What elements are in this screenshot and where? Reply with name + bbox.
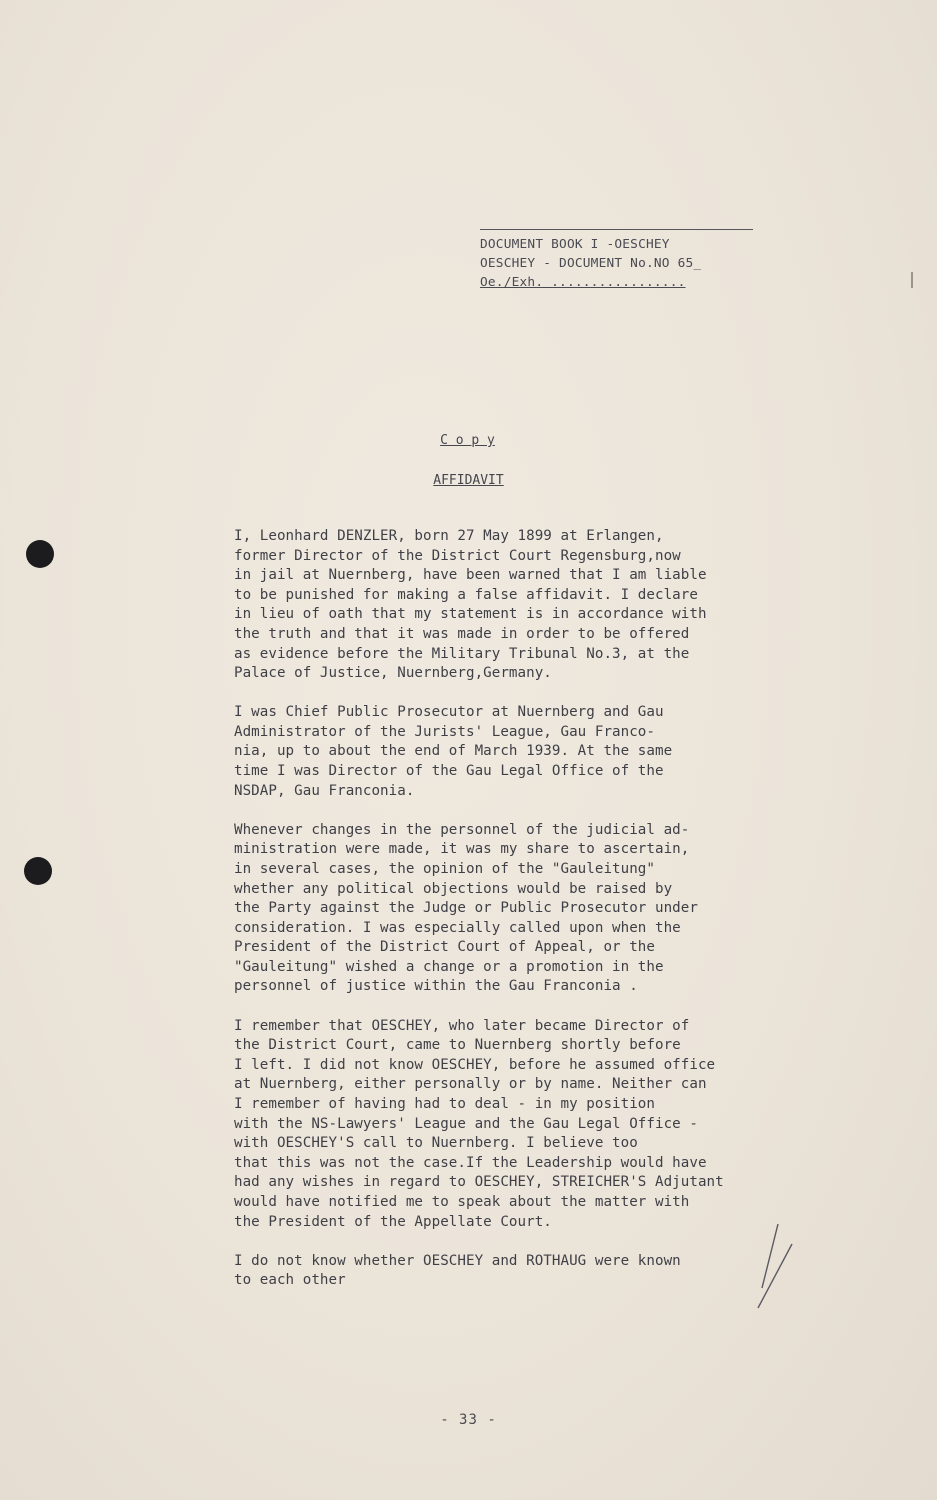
text-line: with the NS-Lawyers' League and the Gau Legal Office -	[234, 1115, 698, 1132]
text-line: I, Leonhard DENZLER, born 27 May 1899 at Erlangen,	[234, 528, 664, 544]
text-line: NSDAP, Gau Franconia.	[234, 782, 415, 799]
text-line: ministration were made, it was my share to ascertain,	[234, 841, 690, 858]
text-line: I remember of having had to deal - in my position	[234, 1095, 655, 1112]
text-line: I do not know whether OESCHEY and ROTHAUG were known	[234, 1252, 681, 1269]
affidavit-heading: AFFIDAVIT	[433, 473, 504, 488]
text-line: I was Chief Public Prosecutor at Nuernberg and Gau	[234, 704, 664, 721]
document-number-line: OESCHEY - DOCUMENT No.NO 65_	[480, 256, 702, 271]
text-line: time I was Director of the Gau Legal Office of the	[234, 763, 664, 780]
text-line: consideration. I was especially called upon when the	[234, 919, 681, 936]
affidavit-body	[234, 527, 794, 1310]
punch-hole-bottom	[24, 857, 52, 885]
text-line: to be punished for making a false affidavit. I declare	[234, 586, 698, 603]
text-line: that this was not the case.If the Leadership would have	[234, 1154, 707, 1171]
page-number: - 33 -	[440, 1412, 497, 1428]
text-line: Palace of Justice, Nuernberg,Germany.	[234, 665, 552, 682]
text-line: I left. I did not know OESCHEY, before he assumed office	[234, 1056, 716, 1073]
text-line: the President of the Appellate Court.	[234, 1213, 552, 1230]
text-line: to each other	[234, 1272, 346, 1289]
text-line: in several cases, the opinion of the "Gauleitung"	[234, 860, 655, 877]
text-line: former Director of the District Court Regensburg,now	[234, 547, 681, 564]
document-book-line: DOCUMENT BOOK I -OESCHEY	[480, 237, 670, 252]
copy-heading: C o p y	[440, 433, 495, 448]
text-line: President of the District Court of Appeal, or the	[234, 939, 655, 956]
text-line: as evidence before the Military Tribunal No.3, at the	[234, 645, 690, 662]
text-line: whether any political objections would be raised by	[234, 880, 673, 897]
text-line: nia, up to about the end of March 1939. At the same	[234, 743, 673, 760]
paragraph-rothaug	[234, 1252, 794, 1291]
text-line: at Nuernberg, either personally or by name. Neither can	[234, 1076, 707, 1093]
text-line: Administrator of the Jurists' League, Gau Franco-	[234, 723, 655, 740]
punch-hole-top	[26, 540, 54, 568]
exhibit-line: Oe./Exh. .................	[480, 275, 686, 290]
text-line: with OESCHEY'S call to Nuernberg. I believe too	[234, 1135, 638, 1152]
text-line: had any wishes in regard to OESCHEY, STREICHER'S Adjutant	[234, 1174, 724, 1191]
text-line: I remember that OESCHEY, who later became Director of	[234, 1017, 690, 1034]
paragraph-personnel	[234, 821, 794, 997]
text-line: personnel of justice within the Gau Franconia .	[234, 978, 638, 995]
text-line: Whenever changes in the personnel of the judicial ad-	[234, 821, 690, 838]
text-line: the Party against the Judge or Public Prosecutor under	[234, 900, 698, 917]
text-line: in lieu of oath that my statement is in accordance with	[234, 606, 707, 623]
paragraph-position	[234, 703, 794, 801]
text-line: would have notified me to speak about the matter with	[234, 1193, 690, 1210]
document-reference-block	[480, 229, 755, 292]
text-line: the District Court, came to Nuernberg shortly before	[234, 1037, 681, 1054]
reference-rule	[480, 229, 753, 230]
paragraph-oeschey	[234, 1017, 794, 1233]
edge-mark	[911, 272, 913, 288]
text-line: "Gauleitung" wished a change or a promotion in the	[234, 958, 664, 975]
handwritten-slash-mark	[748, 1222, 798, 1312]
text-line: in jail at Nuernberg, have been warned that I am liable	[234, 567, 707, 584]
paragraph-declaration	[234, 527, 794, 684]
text-line: the truth and that it was made in order to be offered	[234, 625, 690, 642]
